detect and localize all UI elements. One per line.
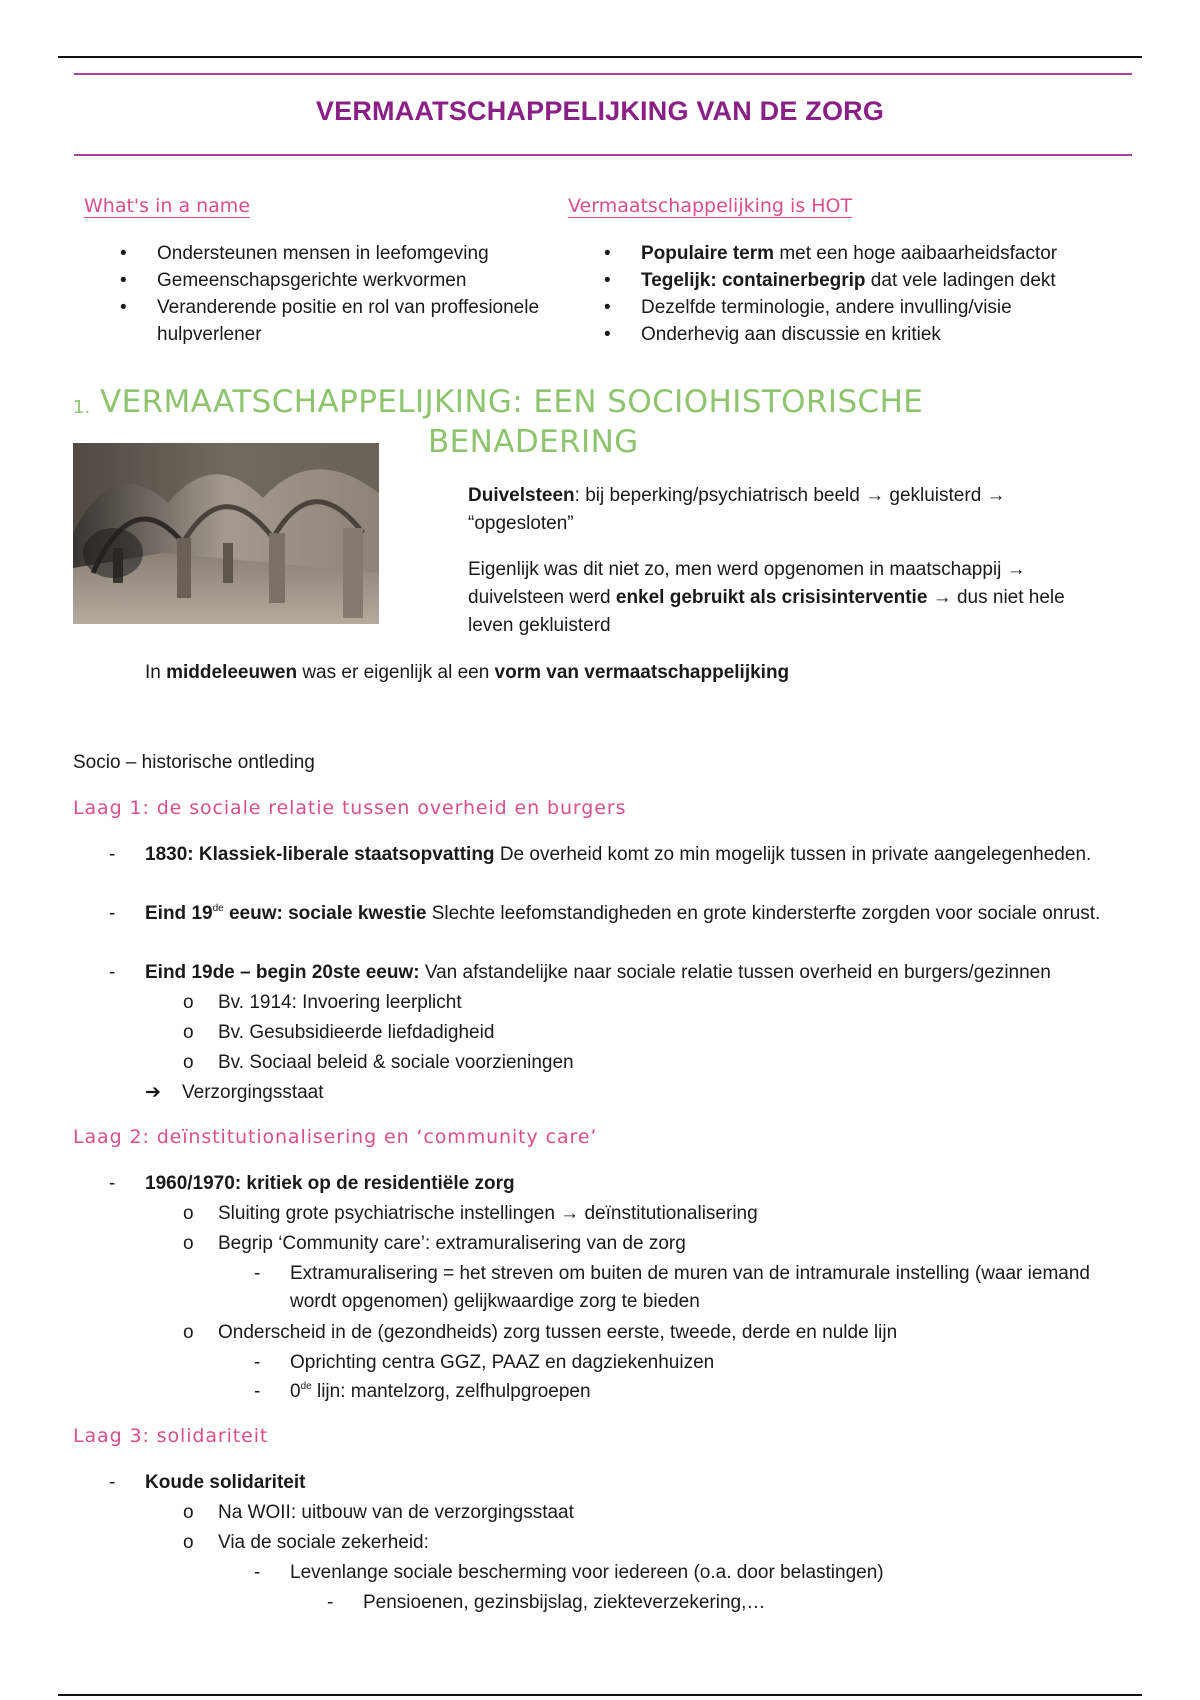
layer1-item3: - Eind 19de – begin 20ste eeuw: Van afstandelijke naar sociale relatie tussen overheid en burgers/gezinnen	[109, 962, 1051, 983]
layer3-dash2: - Pensioenen, gezinsbijslag, ziekteverzekering,…	[327, 1592, 766, 1613]
layer2-item1: - 1960/1970: kritiek op de residentiële zorg	[109, 1173, 515, 1194]
layer2-sub1: o Sluiting grote psychiatrische instellingen → deïnstitutionalisering	[183, 1203, 758, 1224]
title-rule-top	[74, 73, 1132, 75]
layer1-sub1: o Bv. 1914: Invoering leerplicht	[183, 992, 462, 1013]
section-heading-line1: VERMAATSCHAPPELIJKING: EEN SOCIOHISTORISCHE	[100, 384, 924, 420]
top-rule	[58, 56, 1142, 58]
layer1-title: Laag 1: de sociale relatie tussen overheid en burgers	[73, 797, 627, 819]
layer1-sub2: o Bv. Gesubsidieerde liefdadigheid	[183, 1022, 495, 1043]
list-item: • Onderhevig aan discussie en kritiek	[604, 321, 1164, 348]
layer2-title: Laag 2: deïnstitutionalisering en ‘community care’	[73, 1126, 598, 1148]
bottom-rule	[58, 1694, 1142, 1696]
list-item: • Populaire term met een hoge aaibaarheidsfactor	[604, 240, 1164, 267]
layer2-sub2: o Begrip ‘Community care’: extramuralisering van de zorg	[183, 1233, 686, 1254]
arrow-icon: ➔	[145, 1082, 161, 1103]
layer1-item1: - 1830: Klassiek-liberale staatsopvatting De overheid komt zo min mogelijk tussen in private aangelegenheden.	[109, 844, 1092, 865]
layer3-sub1: o Na WOII: uitbouw van de verzorgingsstaat	[183, 1502, 574, 1523]
layer2-sub3-dash1: - Oprichting centra GGZ, PAAZ en dagziekenhuizen	[254, 1352, 715, 1373]
list-item: • Ondersteunen mensen in leefomgeving	[120, 240, 540, 267]
middeleeuwen-paragraph: In middeleeuwen was er eigenlijk al een vorm van vermaatschappelijking	[145, 662, 790, 683]
arches-hall-photo	[73, 443, 379, 624]
section-number: 1.	[73, 397, 91, 418]
layer3-sub2: o Via de sociale zekerheid:	[183, 1532, 429, 1553]
layer2-sub3-dash2: - 0de lijn: mantelzorg, zelfhulpgroepen	[254, 1381, 591, 1402]
list-item: • Gemeenschapsgerichte werkvormen	[120, 267, 540, 294]
section-heading-line2: BENADERING	[428, 424, 639, 460]
list-item: • Dezelfde terminologie, andere invulling/visie	[604, 294, 1164, 321]
list-item: • Veranderende positie en rol van proffesionele hulpverlener	[120, 294, 540, 348]
socio-historische-label: Socio – historische ontleding	[73, 752, 315, 773]
document-title: VERMAATSCHAPPELIJKING VAN DE ZORG	[315, 96, 885, 126]
layer1-arrow-item: ➔ Verzorgingsstaat	[182, 1079, 324, 1107]
layer3-title: Laag 3: solidariteit	[73, 1425, 269, 1447]
duivelsteen-paragraph: Duivelsteen: bij beperking/psychiatrisch beeld → gekluisterd → “opgesloten”	[468, 485, 1006, 534]
whats-in-a-name-heading: What's in a name	[84, 195, 251, 217]
layer1-item2: - Eind 19de eeuw: sociale kwestie Slechte leefomstandigheden en grote kindersterfte zorgden voor sociale onrust.	[109, 903, 1101, 924]
title-rule-bottom	[74, 154, 1132, 156]
layer2-sub2-dash: - Extramuralisering = het streven om buiten de muren van de intramurale instelling (waar iemand wordt opgenomen) gelijkwaardige zorg te bieden	[254, 1263, 1090, 1312]
layer3-item1: - Koude solidariteit	[109, 1472, 306, 1493]
vermaatschappelijking-hot-heading: Vermaatschappelijking is HOT	[568, 195, 853, 217]
list-item: • Tegelijk: containerbegrip dat vele ladingen dekt	[604, 267, 1164, 294]
layer3-dash1: - Levenlange sociale bescherming voor iedereen (o.a. door belastingen)	[254, 1562, 884, 1583]
layer1-sub3: o Bv. Sociaal beleid & sociale voorzieningen	[183, 1052, 574, 1073]
whats-in-a-name-list	[120, 240, 540, 348]
layer2-sub3: o Onderscheid in de (gezondheids) zorg tussen eerste, tweede, derde en nulde lijn	[183, 1322, 898, 1343]
vermaatschappelijking-hot-list	[604, 240, 1164, 348]
eigenlijk-paragraph: Eigenlijk was dit niet zo, men werd opgenomen in maatschappij → duivelsteen werd enkel gebruikt als crisisinterventie → dus niet hele leven gekluisterd	[468, 559, 1065, 636]
